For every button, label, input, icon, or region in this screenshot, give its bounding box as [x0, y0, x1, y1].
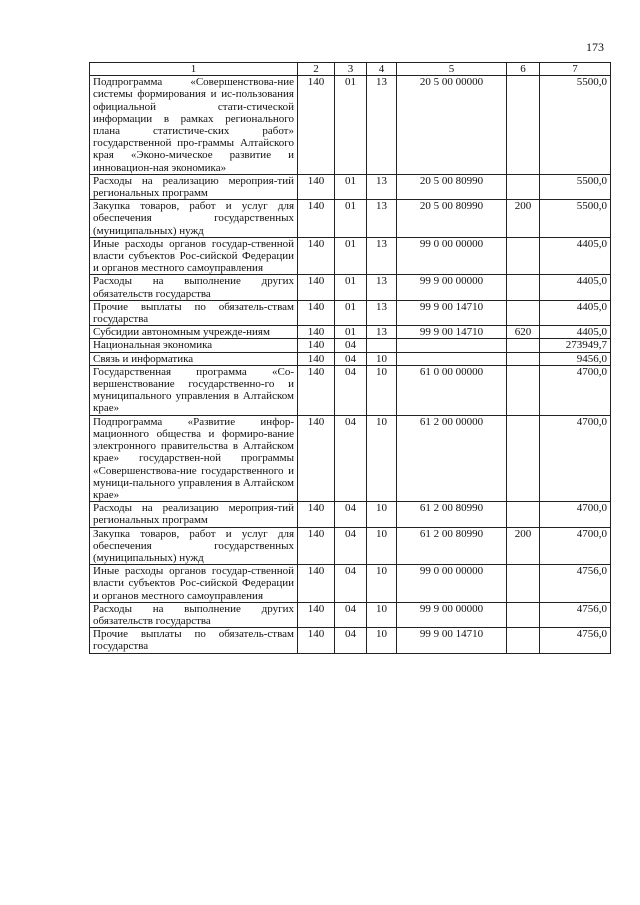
target-article-code-cell: 61 2 00 80990	[397, 502, 507, 527]
amount-cell: 4700,0	[540, 527, 611, 565]
header-col-7: 7	[540, 63, 611, 76]
admin-code-cell: 140	[298, 275, 335, 300]
subsection-code-cell: 10	[367, 365, 397, 415]
table-row	[90, 174, 611, 199]
subsection-code-cell: 10	[367, 352, 397, 365]
subsection-code-cell: 13	[367, 76, 397, 175]
target-article-code-cell: 99 9 00 00000	[397, 602, 507, 627]
expense-type-code-cell	[507, 300, 540, 325]
item-name-cell: Расходы на выполнение других обязательств государства	[90, 602, 298, 627]
table-header	[90, 63, 611, 76]
budget-table	[89, 62, 611, 654]
section-code-cell: 04	[335, 352, 367, 365]
subsection-code-cell: 10	[367, 415, 397, 501]
table-row	[90, 352, 611, 365]
admin-code-cell: 140	[298, 174, 335, 199]
admin-code-cell: 140	[298, 502, 335, 527]
target-article-code-cell: 20 5 00 80990	[397, 174, 507, 199]
target-article-code-cell: 61 0 00 00000	[397, 365, 507, 415]
expense-type-code-cell	[507, 415, 540, 501]
target-article-code-cell: 99 9 00 14710	[397, 628, 507, 653]
admin-code-cell: 140	[298, 326, 335, 339]
table-row	[90, 237, 611, 275]
item-name-cell: Прочие выплаты по обязатель-ствам государства	[90, 628, 298, 653]
subsection-code-cell: 13	[367, 174, 397, 199]
table-body	[90, 76, 611, 653]
expense-type-code-cell: 200	[507, 527, 540, 565]
amount-cell: 4405,0	[540, 237, 611, 275]
item-name-cell: Субсидии автономным учрежде-ниям	[90, 326, 298, 339]
section-code-cell: 04	[335, 527, 367, 565]
amount-cell: 4756,0	[540, 602, 611, 627]
target-article-code-cell: 20 5 00 00000	[397, 76, 507, 175]
section-code-cell: 04	[335, 415, 367, 501]
amount-cell: 5500,0	[540, 76, 611, 175]
expense-type-code-cell	[507, 275, 540, 300]
subsection-code-cell: 13	[367, 326, 397, 339]
amount-cell: 4700,0	[540, 365, 611, 415]
section-code-cell: 04	[335, 602, 367, 627]
amount-cell: 4700,0	[540, 502, 611, 527]
target-article-code-cell: 61 2 00 80990	[397, 527, 507, 565]
subsection-code-cell: 10	[367, 628, 397, 653]
admin-code-cell: 140	[298, 415, 335, 501]
admin-code-cell: 140	[298, 76, 335, 175]
subsection-code-cell: 10	[367, 502, 397, 527]
admin-code-cell: 140	[298, 237, 335, 275]
amount-cell: 4756,0	[540, 565, 611, 603]
item-name-cell: Расходы на реализацию мероприя-тий региональных программ	[90, 502, 298, 527]
target-article-code-cell: 99 9 00 14710	[397, 326, 507, 339]
admin-code-cell: 140	[298, 200, 335, 238]
section-code-cell: 01	[335, 76, 367, 175]
header-col-3: 3	[335, 63, 367, 76]
item-name-cell: Закупка товаров, работ и услуг для обеспечения государственных (муниципальных) нужд	[90, 527, 298, 565]
target-article-code-cell	[397, 352, 507, 365]
section-code-cell: 04	[335, 365, 367, 415]
subsection-code-cell: 13	[367, 300, 397, 325]
expense-type-code-cell	[507, 237, 540, 275]
item-name-cell: Подпрограмма «Совершенствова-ние системы формирования и ис-пользования официальной стати-стической информации в рамках регионального плана статистиче-ских работ» государственной про-граммы Алтайского края «Эконо-мическое развитие и инновацион-ная экономика»	[90, 76, 298, 175]
admin-code-cell: 140	[298, 339, 335, 352]
expense-type-code-cell	[507, 602, 540, 627]
target-article-code-cell: 61 2 00 00000	[397, 415, 507, 501]
amount-cell: 4405,0	[540, 300, 611, 325]
admin-code-cell: 140	[298, 300, 335, 325]
amount-cell: 4756,0	[540, 628, 611, 653]
expense-type-code-cell	[507, 76, 540, 175]
target-article-code-cell: 99 9 00 14710	[397, 300, 507, 325]
table-row	[90, 415, 611, 501]
admin-code-cell: 140	[298, 628, 335, 653]
expense-type-code-cell: 620	[507, 326, 540, 339]
amount-cell: 273949,7	[540, 339, 611, 352]
amount-cell: 9456,0	[540, 352, 611, 365]
item-name-cell: Закупка товаров, работ и услуг для обеспечения государственных (муниципальных) нужд	[90, 200, 298, 238]
subsection-code-cell: 13	[367, 200, 397, 238]
item-name-cell: Государственная программа «Со-вершенствование государственно-го и муниципального управления в Алтайском крае»	[90, 365, 298, 415]
expense-type-code-cell	[507, 339, 540, 352]
page-number: 173	[586, 40, 604, 54]
admin-code-cell: 140	[298, 352, 335, 365]
target-article-code-cell: 99 9 00 00000	[397, 275, 507, 300]
subsection-code-cell: 10	[367, 527, 397, 565]
target-article-code-cell: 99 0 00 00000	[397, 237, 507, 275]
header-col-2: 2	[298, 63, 335, 76]
table-row	[90, 365, 611, 415]
item-name-cell: Иные расходы органов государ-ственной власти субъектов Рос-сийской Федерации и органов местного самоуправления	[90, 565, 298, 603]
target-article-code-cell	[397, 339, 507, 352]
target-article-code-cell: 99 0 00 00000	[397, 565, 507, 603]
section-code-cell: 04	[335, 628, 367, 653]
section-code-cell: 04	[335, 502, 367, 527]
expense-type-code-cell	[507, 502, 540, 527]
subsection-code-cell	[367, 339, 397, 352]
table-row	[90, 300, 611, 325]
expense-type-code-cell	[507, 628, 540, 653]
header-row	[90, 63, 611, 76]
amount-cell: 4700,0	[540, 415, 611, 501]
header-col-5: 5	[397, 63, 507, 76]
header-col-6: 6	[507, 63, 540, 76]
section-code-cell: 01	[335, 237, 367, 275]
item-name-cell: Национальная экономика	[90, 339, 298, 352]
expense-type-code-cell	[507, 365, 540, 415]
subsection-code-cell: 13	[367, 237, 397, 275]
section-code-cell: 01	[335, 174, 367, 199]
subsection-code-cell: 10	[367, 602, 397, 627]
header-col-4: 4	[367, 63, 397, 76]
table-row	[90, 527, 611, 565]
admin-code-cell: 140	[298, 565, 335, 603]
expense-type-code-cell: 200	[507, 200, 540, 238]
item-name-cell: Расходы на реализацию мероприя-тий региональных программ	[90, 174, 298, 199]
section-code-cell: 04	[335, 565, 367, 603]
section-code-cell: 01	[335, 200, 367, 238]
subsection-code-cell: 13	[367, 275, 397, 300]
expense-type-code-cell	[507, 565, 540, 603]
section-code-cell: 04	[335, 339, 367, 352]
amount-cell: 4405,0	[540, 326, 611, 339]
section-code-cell: 01	[335, 300, 367, 325]
expense-type-code-cell	[507, 174, 540, 199]
admin-code-cell: 140	[298, 527, 335, 565]
amount-cell: 5500,0	[540, 200, 611, 238]
header-col-1: 1	[90, 63, 298, 76]
table-row	[90, 502, 611, 527]
item-name-cell: Расходы на выполнение других обязательств государства	[90, 275, 298, 300]
admin-code-cell: 140	[298, 602, 335, 627]
item-name-cell: Связь и информатика	[90, 352, 298, 365]
table-row	[90, 76, 611, 175]
table-row	[90, 565, 611, 603]
table-row	[90, 200, 611, 238]
section-code-cell: 01	[335, 326, 367, 339]
amount-cell: 4405,0	[540, 275, 611, 300]
item-name-cell: Подпрограмма «Развитие инфор-мационного общества и формиро-вание электронного правительства в Алтайском крае» государствен-ной программы «Совершенствова-ние государственного и муници-пального управления в Алтайском крае»	[90, 415, 298, 501]
section-code-cell: 01	[335, 275, 367, 300]
target-article-code-cell: 20 5 00 80990	[397, 200, 507, 238]
item-name-cell: Прочие выплаты по обязатель-ствам государства	[90, 300, 298, 325]
amount-cell: 5500,0	[540, 174, 611, 199]
subsection-code-cell: 10	[367, 565, 397, 603]
table-row	[90, 275, 611, 300]
table-row	[90, 628, 611, 653]
table-row	[90, 602, 611, 627]
admin-code-cell: 140	[298, 365, 335, 415]
table-row	[90, 339, 611, 352]
item-name-cell: Иные расходы органов государ-ственной власти субъектов Рос-сийской Федерации и органов местного самоуправления	[90, 237, 298, 275]
table-row	[90, 326, 611, 339]
expense-type-code-cell	[507, 352, 540, 365]
